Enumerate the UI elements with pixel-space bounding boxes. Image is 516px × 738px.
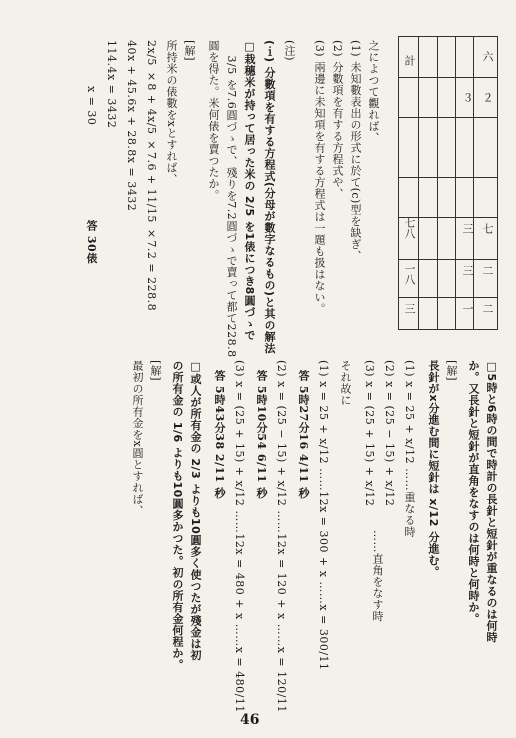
table-cell: 七八 (403, 217, 416, 239)
table-cell: 三 (461, 265, 474, 276)
problem-text: の所有金の 1/6 よりも10圓多かつた。初の所有金何程か。 (171, 360, 184, 671)
table-header-total: 計 (403, 55, 416, 66)
solution-line: x = 30 (85, 86, 98, 126)
table-cell: 二 (481, 265, 494, 276)
answer-text: 答 30俵 (85, 220, 98, 264)
table-cell: 一八 (403, 263, 416, 285)
table-cell: 二 (481, 303, 494, 314)
table-cell: 三 (403, 303, 416, 314)
answer-text: 答 5時27分16 4/11 秒 (297, 370, 310, 499)
table-cell: ３ (461, 92, 474, 103)
table-header-6: 六 (481, 51, 494, 62)
solution-line: 40x + 45.6x + 28.8x = 3432 (125, 40, 138, 212)
result-line: (1) x = 25 + x/12 ……12x = 300 + x ……x = 300/11 (317, 360, 330, 671)
answer-text: 答 5時43分38 2/11 秒 (213, 370, 226, 499)
solution-line: 2x/5 ×8 + 4x/5 ×7.6 + 11/15 ×7.2 = 228.8 (145, 40, 158, 312)
problem-text: 3/5 を7.6圓づゝで、殘りを7.2圓づゝで賣って都て228.8 (225, 40, 238, 358)
table-cell: 三 (461, 223, 474, 234)
result-line: (2) x = (25 − 15) + x/12 ……12x = 120 + x ……x = 120/11 (275, 360, 288, 713)
table-cell: ２ (481, 92, 494, 103)
solution-intro: 最初の所有金をx圓とすれば、 (131, 360, 144, 517)
data-table (398, 36, 498, 330)
page-number: 46 (240, 712, 260, 728)
therefore-text: それ故に (339, 360, 352, 406)
solution-label: [解] (183, 40, 196, 62)
problem-text: 圓を得た。米何俵を賣つたか。 (207, 40, 220, 201)
problem-text: □5時と6時の間で時計の長針と短針が重なるのは何時 (485, 360, 498, 643)
list-item: (1) 未知數表出の形式に於て(c)型を缺ぎ、 (349, 40, 362, 262)
solution-label: [解] (445, 360, 458, 382)
answer-text: 答 5時10分54 6/11 秒 (255, 370, 268, 499)
list-item: (2) 分數項を有する方程式や、 (331, 40, 344, 200)
solution-intro: 長針がx分進む間に短針は x/12 分進む。 (427, 360, 440, 578)
solution-line: 114.4x = 3432 (105, 40, 118, 129)
problem-text: □或人が所有金の 2/3 よりも10圓多く使つたが殘金は初 (189, 360, 202, 661)
section-heading: (ｉ) 分數項を有する方程式(分母が數字なるもの)と其の解法 (263, 40, 276, 354)
equation: (3) x = (25 + 15) + x/12 (363, 360, 376, 507)
note-label: (注) (283, 40, 296, 62)
table-cell: 七 (481, 223, 494, 234)
solution-line: 所持米の俵數をxとすれば、 (165, 40, 178, 185)
brace-label: ……直角をなす時 (371, 530, 384, 622)
problem-text: □栽穗米が持って居った米の 2/5 を1俵につき8圓づゝで (243, 40, 256, 341)
equation: (1) x = 25 + x/12 ……重なる時 (403, 360, 416, 538)
problem-text: か。又長針と短針が直角をなすのは何時と何時か。 (467, 360, 480, 625)
table-cell: 一 (461, 303, 474, 314)
list-item: (3) 兩邊に未知項を有する方程式は一題も扱はない。 (313, 40, 326, 315)
intro-text: 之によつて觀れば、 (367, 40, 380, 144)
solution-label: [解] (149, 360, 162, 382)
equation: (2) x = (25 − 15) + x/12 (383, 360, 396, 507)
result-line: (3) x = (25 + 15) + x/12 ……12x = 480 + x ……x = 480/11 (233, 360, 246, 713)
